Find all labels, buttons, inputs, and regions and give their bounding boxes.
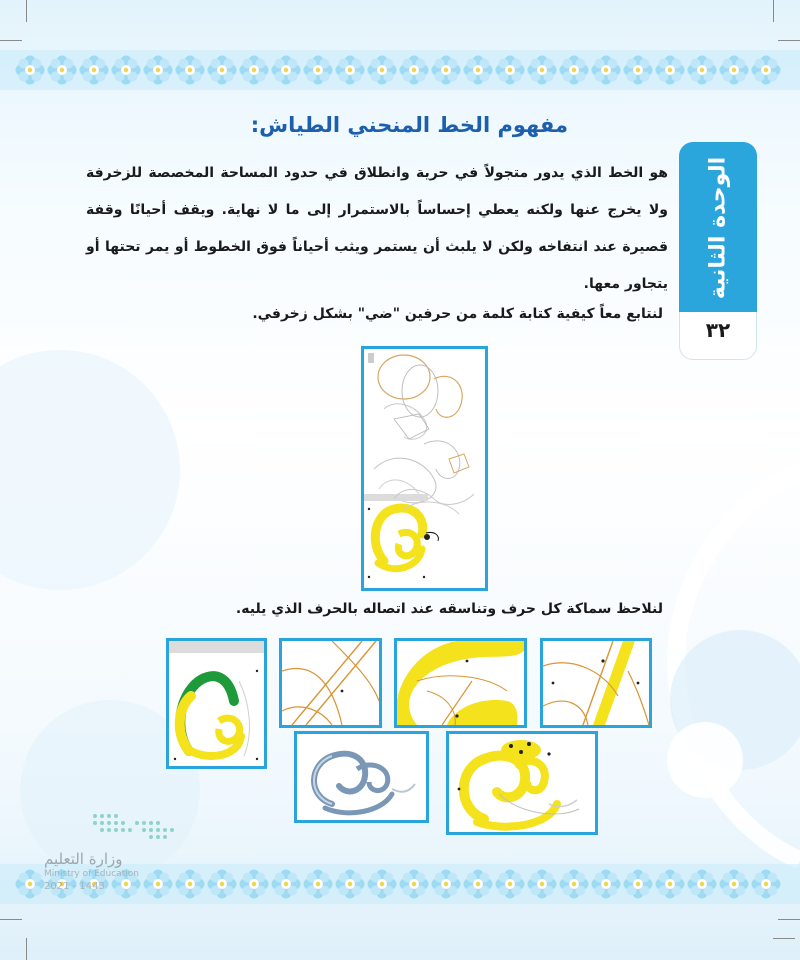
figure-yellow-zoom (394, 638, 527, 728)
figure-blue-outline (294, 731, 429, 823)
ministry-logo-icon (90, 811, 180, 841)
figure-green-stroke (166, 638, 267, 769)
ministry-name-ar: وزارة التعليم (44, 850, 123, 868)
unit-label: الوحدة الثانية (705, 156, 731, 300)
intro-line: لنتابع معاً كيفية كتابة كلمة من حرفين "ضي" بشكل زخرفي. (252, 306, 663, 322)
figure-steps-sheet (361, 346, 488, 591)
figure-yellow-band (540, 638, 652, 728)
edition-year: 2021 - 1443 (44, 881, 105, 892)
ministry-name-en: Ministry of Education (44, 869, 139, 879)
lesson-paragraph: هو الخط الذي يدور متجولاً في حرية وانطلاق في حدود المساحة المخصصة للزخرفة ولا يخرج عنها ولكنه يعطي إحساساً بالاستمرار إلى ما لا نهاية. ويقف أحيانًا وقفة قصيرة عند انتفاخه ولكن لا يلبث أن يستمر ويثب أحياناً فوق الخطوط أو يمر تحتها أو يتجاور معها. (86, 165, 668, 292)
figure-orange-lines (279, 638, 382, 728)
lesson-title: مفهوم الخط المنحني الطياش: (250, 113, 568, 137)
note-line: لنلاحظ سماكة كل حرف وتناسقه عند اتصاله بالحرف الذي يليه. (235, 601, 663, 617)
figure-yellow-final (446, 731, 598, 835)
top-flower-border (0, 50, 800, 90)
page-number: ٣٢ (705, 318, 731, 342)
